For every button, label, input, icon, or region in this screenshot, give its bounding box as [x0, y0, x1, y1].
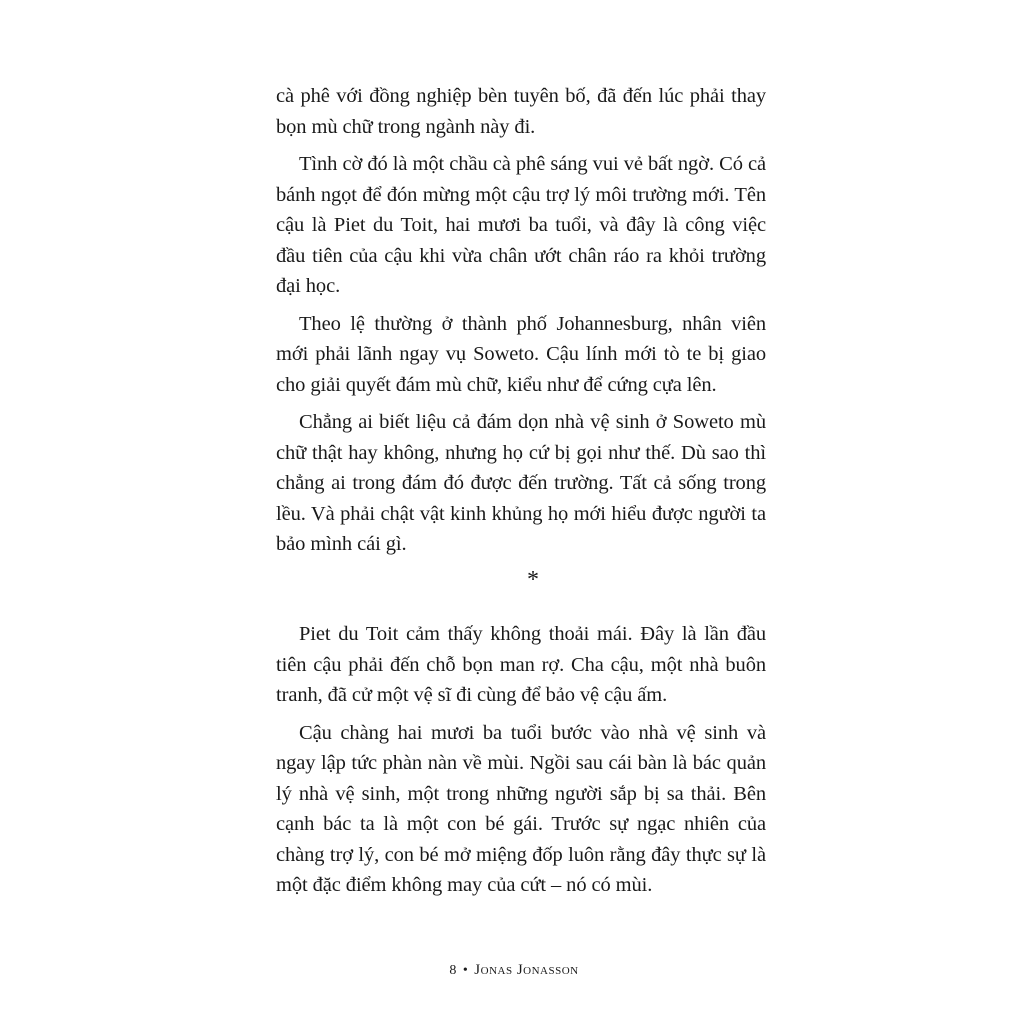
footer-bullet: • [462, 963, 469, 978]
paragraph: Piet du Toit cảm thấy không thoải mái. Đây là lần đầu tiên cậu phải đến chỗ bọn man rợ. Cha cậu, một nhà buôn tranh, đã cử một vệ sĩ đi cùng để bảo vệ cậu ấm. [276, 623, 766, 706]
section-2-text [276, 619, 766, 908]
page-number: 8 [449, 963, 457, 978]
paragraph: Theo lệ thường ở thành phố Johannesburg, nhân viên mới phải lãnh ngay vụ Soweto. Cậu lính mới tò te bị giao cho giải quyết đám mù chữ, kiểu như để cứng cựa lên. [276, 312, 766, 396]
page-footer [0, 962, 1024, 979]
author-name: Jonas Jonasson [474, 962, 579, 978]
paragraph: Cậu chàng hai mươi ba tuổi bước vào nhà vệ sinh và ngay lập tức phàn nàn về mùi. Ngồi sau cái bàn là bác quản lý nhà vệ sinh, một trong những người sắp bị sa thải. Bên cạnh bác ta là một con bé gái. Trước sự ngạc nhiên của chàng trợ lý, con bé mở miệng đốp luôn rằng đây thực sự là một đặc điểm không may của cứt – nó có mùi. [276, 721, 766, 896]
paragraph: Chẳng ai biết liệu cả đám dọn nhà vệ sinh ở Soweto mù chữ thật hay không, nhưng họ cứ bị gọi như thế. Dù sao thì chẳng ai trong đám đó được đến trường. Tất cả sống trong lều. Và phải chật vật kinh khủng họ mới hiểu được người ta bảo mình cái gì. [276, 411, 766, 555]
section-separator: * [527, 567, 539, 593]
paragraph: cà phê với đồng nghiệp bèn tuyên bố, đã đến lúc phải thay bọn mù chữ trong ngành này đi. [276, 85, 766, 138]
paragraph: Tình cờ đó là một chầu cà phê sáng vui vẻ bất ngờ. Có cả bánh ngọt để đón mừng một cậu trợ lý môi trường mới. Tên cậu là Piet du Toit, hai mươi ba tuổi, và đây là công việc đầu tiên của cậu khi vừa chân ướt chân ráo ra khỏi trường đại học. [276, 153, 766, 297]
section-1-text [276, 81, 766, 567]
